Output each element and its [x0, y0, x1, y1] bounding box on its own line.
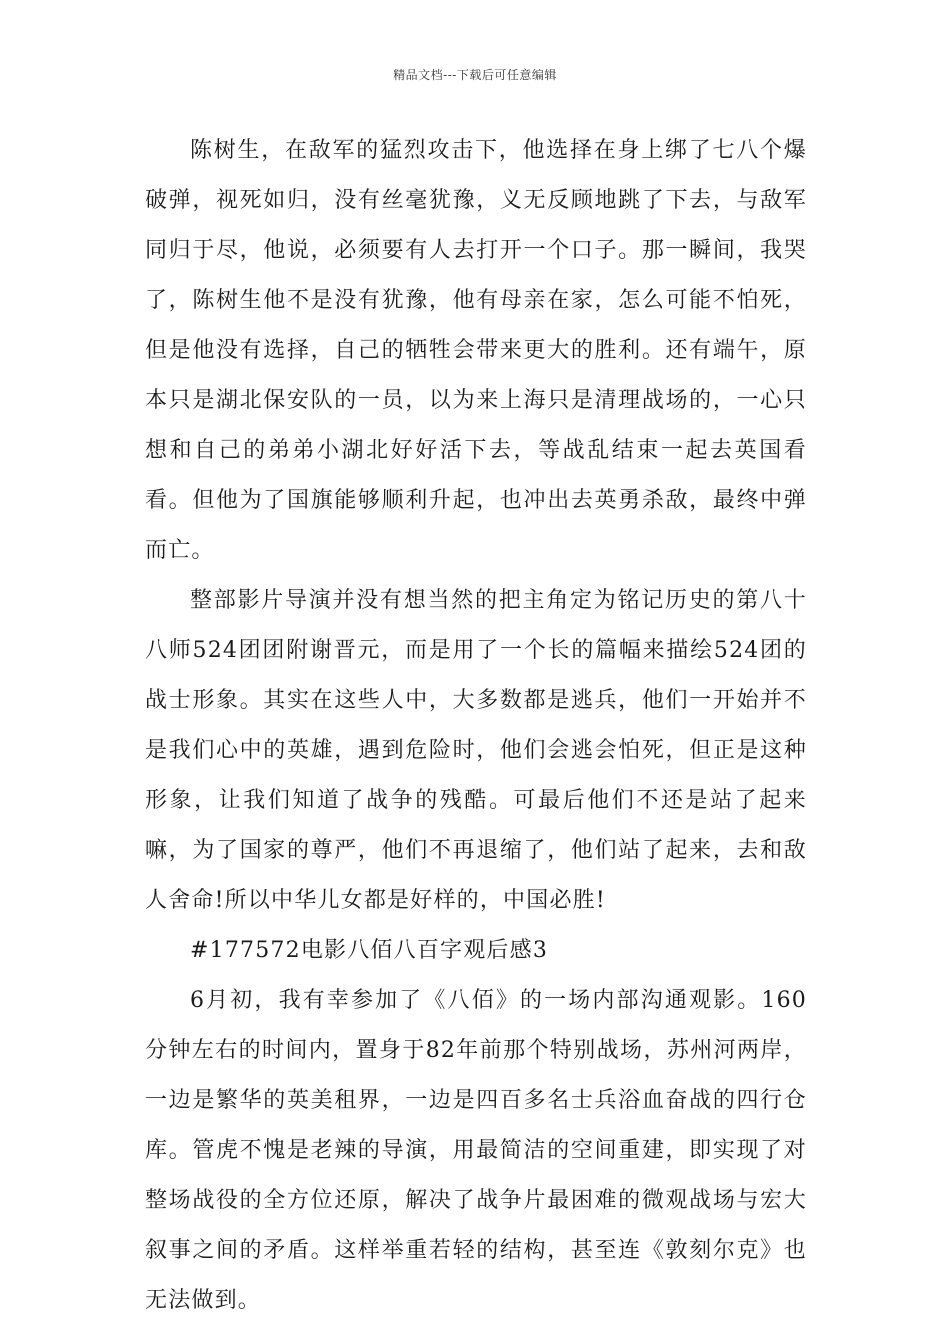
- paragraph-chen-shusheng: 陈树生，在敌军的猛烈攻击下，他选择在身上绑了七八个爆破弹，视死如归，没有丝毫犹豫，义无反顾地跳了下去，与敌军同归于尽，他说，必须要有人去打开一个口子。那一瞬间，我哭了，陈树生他不是没有犹豫，他有母亲在家，怎么可能不怕死，但是他没有选择，自己的牺牲会带来更大的胜利。还有端午，原本只是湖北保安队的一员，以为来上海只是清理战场的，一心只想和自己的弟弟小湖北好好活下去，等战乱结束一起去英国看看。但他为了国旗能够顺利升起，也冲出去英勇杀敌，最终中弹而亡。: [145, 138, 807, 563]
- page-header: 精品文档---下载后可任意编辑: [393, 68, 557, 82]
- paragraph-film-characters: 整部影片导演并没有想当然的把主角定为铭记历史的第八十八师524团团附谢晋元，而是用了一个长的篇幅来描绘524团的战士形象。其实在这些人中，大多数都是逃兵，他们一开始并不是我们心中的英雄，遇到危险时，他们会逃会怕死，但正是这种形象，让我们知道了战争的残酷。可最后他们不还是站了起来嘛，为了国家的尊严，他们不再退缩了，他们站了起来，去和敌人舍命!所以中华儿女都是好样的，中国必胜!: [145, 588, 807, 913]
- document-body: [145, 126, 807, 1326]
- paragraph-screening: 6月初，我有幸参加了《八佰》的一场内部沟通观影。160分钟左右的时间内，置身于82年前那个特别战场，苏州河两岸，一边是繁华的英美租界，一边是四百多名士兵浴血奋战的四行仓库。管虎不愧是老辣的导演，用最简洁的空间重建，即实现了对整场战役的全方位还原，解决了战争片最困难的微观战场与宏大叙事之间的矛盾。这样举重若轻的结构，甚至连《敦刻尔克》也无法做到。: [145, 988, 807, 1313]
- section-heading: #177572电影八佰八百字观后感3: [190, 938, 549, 963]
